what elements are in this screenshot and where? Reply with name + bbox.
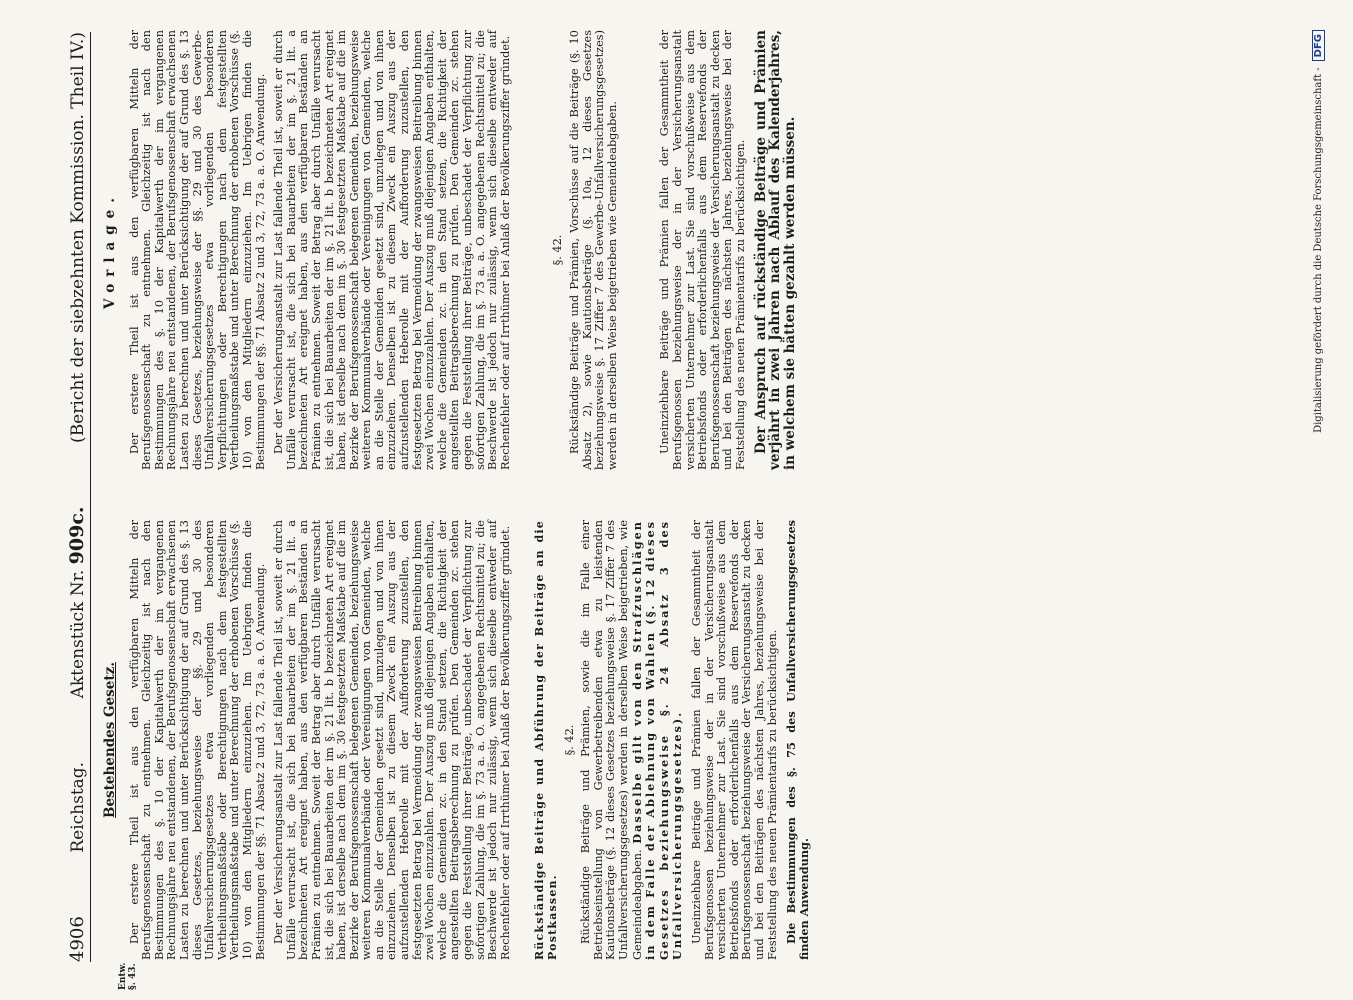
right-column-heading: Vorlage. (102, 191, 118, 309)
left-column (100, 520, 816, 960)
left-paragraph-3 (580, 520, 685, 960)
right-paragraph-5: Der Anspruch auf rückständige Beiträge und Prämien verjährt in zwei Jahren nach Ablauf des Kalenderjahres, in welchem sie hätten gezahlt werden müssen. (752, 30, 798, 470)
left-paragraph-3a: Rückständige Beiträge und Prämien, sowie die im Falle einer Betriebseinstellung von Gewerbetreibenden etwa zu leistenden Kautionsbeträge (§. 12 dieses Gesetzes beziehungsweise §. 17 Ziffer 7 des Unfallversicherungsgesetzes) werden in derselben Weise beigetrieben, wie Gemeindeabgaben. (579, 520, 644, 960)
header-rule (90, 32, 91, 962)
left-section-title: Rückständige Beiträge und Abführung der Beiträge an die Postkassen. (533, 520, 559, 960)
right-paragraph-3: Rückständige Beiträge und Prämien, Vorschüsse auf die Beiträge (§. 10 Absatz 2), sowie Kautionsbeträge (§. 10a, 12 dieses Gesetzes beziehungsweise §. 17 Ziffer 7 des Gewerbe-Unfallversicherungsgesetzes) werden in derselben Weise beigetrieben wie Gemeindeabgaben. (568, 30, 619, 470)
digitization-footer (1312, 30, 1325, 960)
header-right-text: (Bericht der siebzehnten Kommission. Theil IV.) (68, 32, 88, 443)
header-left-text: Reichstag. (68, 761, 88, 853)
page-number: 4906 (67, 916, 88, 962)
right-section-number: §. 42. (551, 234, 565, 266)
left-paragraph-3b: Dasselbe gilt von den Strafzuschlägen in dem Falle der Ablehnung von Wahlen (§. 12 dieses Gesetzes beziehungsweise §. 24 Absatz 3 des Unfallversicherungsgesetzes). (629, 520, 685, 960)
page-header (62, 32, 88, 962)
doc-prefix: Aktenstück Nr. (68, 569, 88, 699)
right-paragraph-2: Der der Versicherungsanstalt zur Last fallende Theil ist, soweit er durch Unfälle verursacht ist, die sich bei Bauarbeiten der im §. 21 lit. a bezeichneten Art ereignet haben, aus den verfügbaren Beständen an Prämien zu entnehmen. Soweit der Betrag aber durch Unfälle verursacht ist, die sich bei Bauarbeiten der im §. 21 lit. b bezeichneten Art ereignet haben, ist derselbe nach dem im §. 30 festgesetzten Maßstabe auf die im Bezirke der Berufsgenossenschaft belegenen Gemeinden, beziehungsweise weiteren Kommunalverbände oder Vereinigungen von Gemeinden, welche an die Stelle der Gemeinden gesetzt sind, umzulegen und von ihnen einzuziehen. Denselben ist zu diesem Zweck ein Auszug aus der aufzustellenden Heberolle mit der Aufforderung zuzustellen, den festgesetzten Betrag bei Vermeidung der zwangsweisen Beitreibung binnen zwei Wochen einzuzahlen. Der Auszug muß diejenigen Angaben enthalten, welche die Gemeinden zc. in den Stand setzen, die Richtigkeit der angestellten Beitragsberechnung zu prüfen. Den Gemeinden zc. stehen gegen die Feststellung ihrer Beiträge, unbeschadet der Verpflichtung zur sofortigen Zahlung, die im §. 73 a. a. O. angegebenen Rechtsmittel zu; die Beschwerde ist jedoch nur zulässig, wenn sich dieselbe entweder auf Rechenfehler oder auf Irrthümer bei Anlaß der Bevölkerungsziffer gründet. (272, 30, 512, 470)
right-column (100, 30, 803, 470)
right-paragraph-4: Uneinziehbare Beiträge und Prämien fallen der Gesammtheit der Berufsgenossen beziehungsweise der in der Versicherungsanstalt versicherten Unternehmer zur Last. Sie sind vorschußweise aus dem Betriebsfonds oder erforderlichenfalls aus dem Reservefonds der Berufsgenossenschaft beziehungsweise der Versicherungsanstalt zu decken und bei den Beiträgen des nächsten Jahres, beziehungsweise bei der Feststellung des neuen Prämientarifs zu berücksichtigen. (658, 30, 747, 470)
left-paragraph-5: Die Bestimmungen des §. 75 des Unfallversicherungsgesetzes finden Anwendung. (784, 520, 811, 960)
digitization-note: Digitalisierung gefördert durch die Deutsche Forschungsgemeinschaft - (1313, 67, 1324, 433)
doc-number: 909c. (66, 506, 88, 565)
left-paragraph-2: Der der Versicherungsanstalt zur Last fallende Theil ist, soweit er durch Unfälle verursacht ist, die sich bei Bauarbeiten der im §. 21 lit. a bezeichneten Art ereignet haben, aus den verfügbaren Beständen an Prämien zu entnehmen. Soweit der Betrag aber durch Unfälle verursacht ist, die sich bei Bauarbeiten der im §. 21 lit. b bezeichneten Art ereignet haben, ist derselbe nach dem im §. 30 festgesetzten Maßstabe auf die im Bezirke der Berufsgenossenschaft belegenen Gemeinden, beziehungsweise weiteren Kommunalverbände oder Vereinigungen von Gemeinden, welche an die Stelle der Gemeinden gesetzt sind, umzulegen und von ihnen einzuziehen. Denselben ist zu diesem Zweck ein Auszug aus der aufzustellenden Heberolle mit der Aufforderung zuzustellen, den festgesetzten Betrag bei Vermeidung der zwangsweisen Beitreibung binnen zwei Wochen einzuzahlen. Der Auszug muß diejenigen Angaben enthalten, welche die Gemeinden zc. in den Stand setzen, die Richtigkeit der angestellten Beitragsberechnung zu prüfen. Den Gemeinden zc. stehen gegen die Feststellung ihrer Beiträge, unbeschadet der Verpflichtung zur sofortigen Zahlung, die im §. 73 a. a. O. angegebenen Rechtsmittel zu; die Beschwerde ist jedoch nur zulässig, wenn sich dieselbe entweder auf Rechenfehler oder auf Irrthümer bei Anlaß der Bevölkerungsziffer gründet. (272, 520, 512, 960)
document-number (66, 506, 88, 698)
left-section-number: §. 42. (562, 724, 576, 756)
margin-note: Entw. §. 43. (118, 962, 138, 990)
left-paragraph-4: Uneinziehbare Beiträge und Prämien fallen der Gesammtheit der Berufsgenossen beziehungsweise der in der Versicherungsanstalt versicherten Unternehmer zur Last. Sie sind vorschußweise aus dem Betriebsfonds oder erforderlichenfalls aus dem Reservefonds der Berufsgenossenschaft beziehungsweise der Versicherungsanstalt zu decken und bei den Beiträgen des nächsten Jahres, beziehungsweise bei der Feststellung des neuen Prämientarifs zu berücksichtigen. (689, 520, 779, 960)
dfg-badge: DFG (1312, 30, 1325, 61)
left-column-heading: Bestehendes Gesetz. (102, 662, 118, 818)
right-paragraph-1: Der erstere Theil ist aus den verfügbaren Mitteln der Berufsgenossenschaft zu entnehmen. Gleichzeitig ist nach den Bestimmungen des §. 10 der Kapitalwerth der im vergangenen Rechnungsjahre neu entstandenen, der Berufsgenossenschaft erwachsenen Lasten zu berechnen und unter Berücksichtigung der auf Grund des §. 13 dieses Gesetzes, beziehungsweise der §§. 29 und 30 des Gewerbe-Unfallversicherungsgesetzes etwa vorliegenden besonderen Verpflichtungen oder Berechtigungen nach dem festgestellten Vertheilungsmaßstabe und unter Berechnung der erhobenen Vorschüsse (§. 10) von den Mitgliedern einzuziehen. Im Uebrigen finden die Bestimmungen der §§. 71 Absatz 2 und 3, 72, 73 a. a. O. Anwendung. (127, 30, 267, 470)
left-paragraph-1: Der erstere Theil ist aus den verfügbaren Mitteln der Berufsgenossenschaft zu entnehmen. Gleichzeitig ist nach den Bestimmungen des §. 10 der Kapitalwerth der im vergangenen Rechnungsjahre neu entstandenen, der Berufsgenossenschaft erwachsenen Lasten zu berechnen und unter Berücksichtigung der auf Grund des §. 13 dieses Gesetzes, beziehungsweise der §§. 29 und 30 des Unfallversicherungsgesetzes etwa vorliegenden besonderen Vertheilungsmaßstäbe oder Berechtigungen nach dem festgestellten Vertheilungsmaßstabe und unter Berechnung der erhobenen Vorschüsse (§. 10) von den Mitgliedern einzuziehen. Im Uebrigen finden die Bestimmungen der §§. 71 Absatz 2 und 3, 72, 73 a. a. O. Anwendung. (127, 520, 267, 960)
